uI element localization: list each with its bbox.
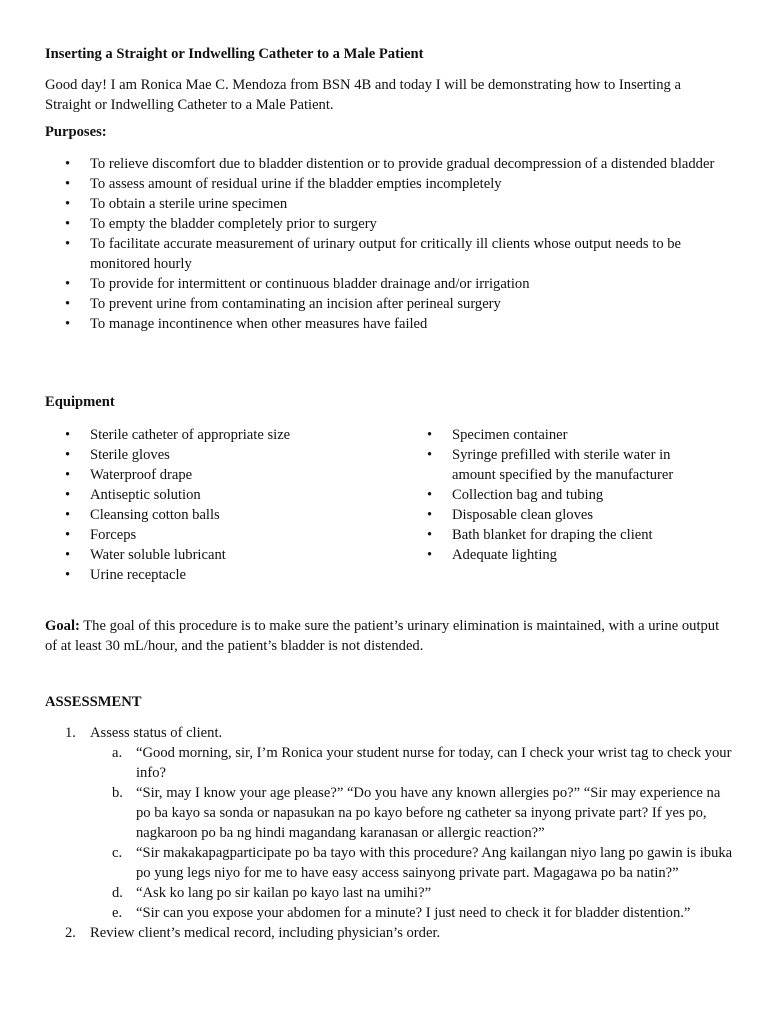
bullet-icon: • [427,527,433,543]
equipment-item [45,525,385,545]
purpose-item-text: To relieve discomfort due to bladder distention or to provide gradual decompression of a distended bladder [90,156,715,172]
assessment-subitem [90,843,735,883]
purpose-item [45,314,725,334]
document-title: Inserting a Straight or Indwelling Catheter to a Male Patient [45,46,424,62]
purpose-item-text: To assess amount of residual urine if the bladder empties incompletely [90,176,502,192]
assessment-subitem-letter: d. [112,885,123,901]
equipment-item [407,485,697,505]
assessment-item-number: 2. [65,925,76,941]
purpose-item-text: To facilitate accurate measurement of urinary output for critically ill clients whose output needs to be monitored hourly [90,236,682,272]
equipment-item [407,505,697,525]
assessment-heading: ASSESSMENT [45,694,142,710]
equipment-item-text: Cleansing cotton balls [90,507,220,523]
bullet-icon: • [65,276,71,292]
equipment-item-text: Sterile gloves [90,447,170,463]
equipment-item [407,445,697,485]
assessment-subitem-letter: b. [112,785,123,801]
assessment-subitem-text: “Sir makakapagparticipate po ba tayo with this procedure? Ang kailangan niyo lang po gawin is ibuka po yung legs niyo for me to have easy access sainyong private part. Magagawa po ba natin?” [136,845,733,881]
assessment-subitem-letter: a. [112,745,123,761]
assessment-item-text: Review client’s medical record, including physician’s order. [90,925,441,941]
assessment-item-text: Assess status of client. [90,725,223,741]
purpose-item-text: To manage incontinence when other measures have failed [90,316,428,332]
assessment-item [45,723,735,923]
purpose-item [45,294,725,314]
equipment-item [45,545,385,565]
equipment-item [45,465,385,485]
equipment-item [45,445,385,465]
equipment-item-text: Waterproof drape [90,467,193,483]
assessment-subitem-list [90,743,735,923]
bullet-icon: • [427,547,433,563]
equipment-item-text: Bath blanket for draping the client [452,527,653,543]
equipment-item [45,565,385,585]
goal-label: Goal: [45,618,80,634]
assessment-subitem-text: “Ask ko lang po sir kailan po kayo last na umihi?” [136,885,432,901]
bullet-icon: • [65,296,71,312]
purposes-list [45,154,725,334]
bullet-icon: • [65,467,71,483]
purpose-item [45,174,725,194]
purpose-item [45,234,725,274]
bullet-icon: • [65,527,71,543]
bullet-icon: • [65,447,71,463]
equipment-item-text: Adequate lighting [452,547,557,563]
equipment-item [407,425,697,445]
equipment-item-text: Syringe prefilled with sterile water in amount specified by the manufacturer [452,447,674,483]
bullet-icon: • [65,487,71,503]
equipment-item-text: Sterile catheter of appropriate size [90,427,291,443]
purpose-item-text: To obtain a sterile urine specimen [90,196,288,212]
purpose-item [45,274,725,294]
assessment-subitem [90,883,735,903]
equipment-item-text: Water soluble lubricant [90,547,226,563]
purpose-item [45,214,725,234]
bullet-icon: • [65,507,71,523]
purpose-item-text: To prevent urine from contaminating an incision after perineal surgery [90,296,501,312]
bullet-icon: • [427,427,433,443]
equipment-item [45,505,385,525]
assessment-subitem-letter: c. [112,845,123,861]
bullet-icon: • [65,236,71,252]
intro-paragraph: Good day! I am Ronica Mae C. Mendoza from BSN 4B and today I will be demonstrating how to Inserting a Straight or Indwelling Catheter to a Male Patient. [45,77,681,113]
bullet-icon: • [65,316,71,332]
bullet-icon: • [65,196,71,212]
equipment-item [407,525,697,545]
equipment-item-text: Antiseptic solution [90,487,201,503]
assessment-item-number: 1. [65,725,76,741]
purposes-heading: Purposes: [45,124,107,140]
purpose-item-text: To empty the bladder completely prior to surgery [90,216,377,232]
purpose-item-text: To provide for intermittent or continuous bladder drainage and/or irrigation [90,276,530,292]
goal-text: The goal of this procedure is to make sure the patient’s urinary elimination is maintained, with a urine output of at least 30 mL/hour, and the patient’s bladder is not distended. [45,618,720,654]
purpose-item [45,194,725,214]
bullet-icon: • [65,176,71,192]
bullet-icon: • [65,567,71,583]
equipment-item [45,485,385,505]
assessment-subitem-text: “Sir, may I know your age please?” “Do you have any known allergies po?” “Sir may experience na po ba kayo sa sonda or napasukan na po kayo before ng catheter sa inyong private part? If yes po, nagkaroon po ba ng hindi magandang karanasan or allergic reaction?” [136,785,721,841]
bullet-icon: • [65,427,71,443]
equipment-item-text: Specimen container [452,427,568,443]
assessment-item [45,923,735,943]
assessment-subitem [90,743,735,783]
bullet-icon: • [65,216,71,232]
assessment-subitem-text: “Sir can you expose your abdomen for a minute? I just need to check it for bladder distention.” [136,905,691,921]
bullet-icon: • [65,156,71,172]
goal-paragraph [45,616,725,656]
equipment-heading: Equipment [45,394,115,410]
equipment-item [407,545,697,565]
assessment-subitem-letter: e. [112,905,123,921]
equipment-item-text: Disposable clean gloves [452,507,594,523]
bullet-icon: • [427,487,433,503]
assessment-subitem [90,903,735,923]
bullet-icon: • [65,547,71,563]
assessment-subitem-text: “Good morning, sir, I’m Ronica your student nurse for today, can I check your wrist tag to check your info? [136,745,732,781]
equipment-item-text: Forceps [90,527,137,543]
equipment-item-text: Urine receptacle [90,567,187,583]
equipment-item [45,425,385,445]
bullet-icon: • [427,507,433,523]
equipment-list-left [45,425,385,585]
equipment-list-right [407,425,697,565]
assessment-list [45,723,735,943]
bullet-icon: • [427,447,433,463]
purpose-item [45,154,725,174]
assessment-subitem [90,783,735,843]
equipment-item-text: Collection bag and tubing [452,487,604,503]
